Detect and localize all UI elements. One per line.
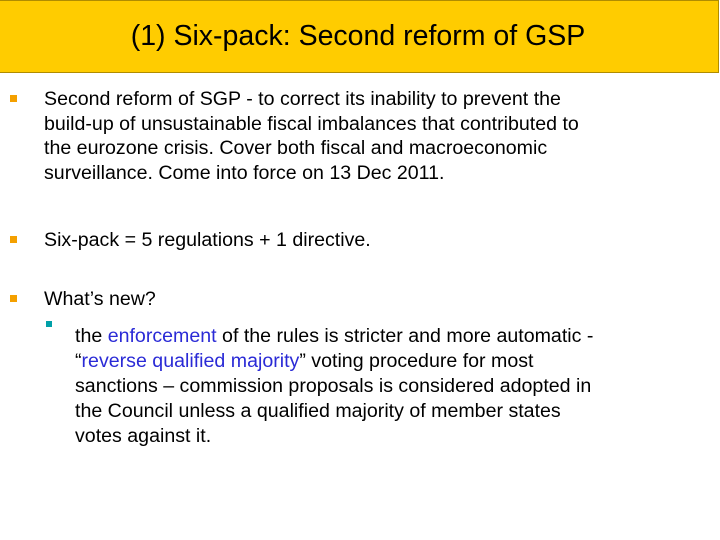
bullet-marker — [10, 95, 17, 102]
bullet-1-line-1: Second reform of SGP - to correct its inability to prevent the — [44, 88, 561, 110]
text-segment: of the rules is stricter and more automatic - — [216, 325, 594, 347]
bullet-2-line-1: Six-pack = 5 regulations + 1 directive. — [44, 229, 371, 251]
bullet-1-line-3: the eurozone crisis. Cover both fiscal and macroeconomic — [44, 137, 548, 159]
sub-bullet-line-3: sanctions – commission proposals is considered adopted in — [75, 375, 592, 397]
bullet-text-2 — [44, 228, 714, 253]
sub-bullet-text — [75, 324, 715, 449]
bullet-marker — [10, 295, 17, 302]
enforcement-link[interactable]: enforcement — [107, 325, 217, 347]
sub-bullet-line-4: the Council unless a qualified majority of member states — [75, 400, 561, 422]
bullet-text-3 — [44, 287, 714, 312]
title-bar — [0, 0, 719, 73]
text-segment: the — [75, 325, 108, 347]
sub-bullet-line-5: votes against it. — [75, 425, 212, 447]
bullet-3-line-1: What’s new? — [44, 288, 156, 310]
bullet-1-line-4: surveillance. Come into force on 13 Dec 2011. — [44, 161, 445, 184]
sub-bullet-marker — [46, 321, 52, 327]
bullet-1-line-2: build-up of unsustainable fiscal imbalances that contributed to — [44, 112, 579, 135]
bullet-text-1 — [44, 87, 714, 185]
text-segment: ” voting procedure for most — [299, 350, 534, 372]
sub-bullet-line-2 — [75, 349, 715, 374]
sub-bullet-line-1 — [75, 324, 715, 349]
bullet-marker — [10, 236, 17, 243]
slide-title: (1) Six-pack: Second reform of GSP — [130, 20, 586, 52]
reverse-qualified-majority-link[interactable]: reverse qualified majority — [81, 350, 300, 372]
text-segment: “ — [75, 350, 82, 372]
